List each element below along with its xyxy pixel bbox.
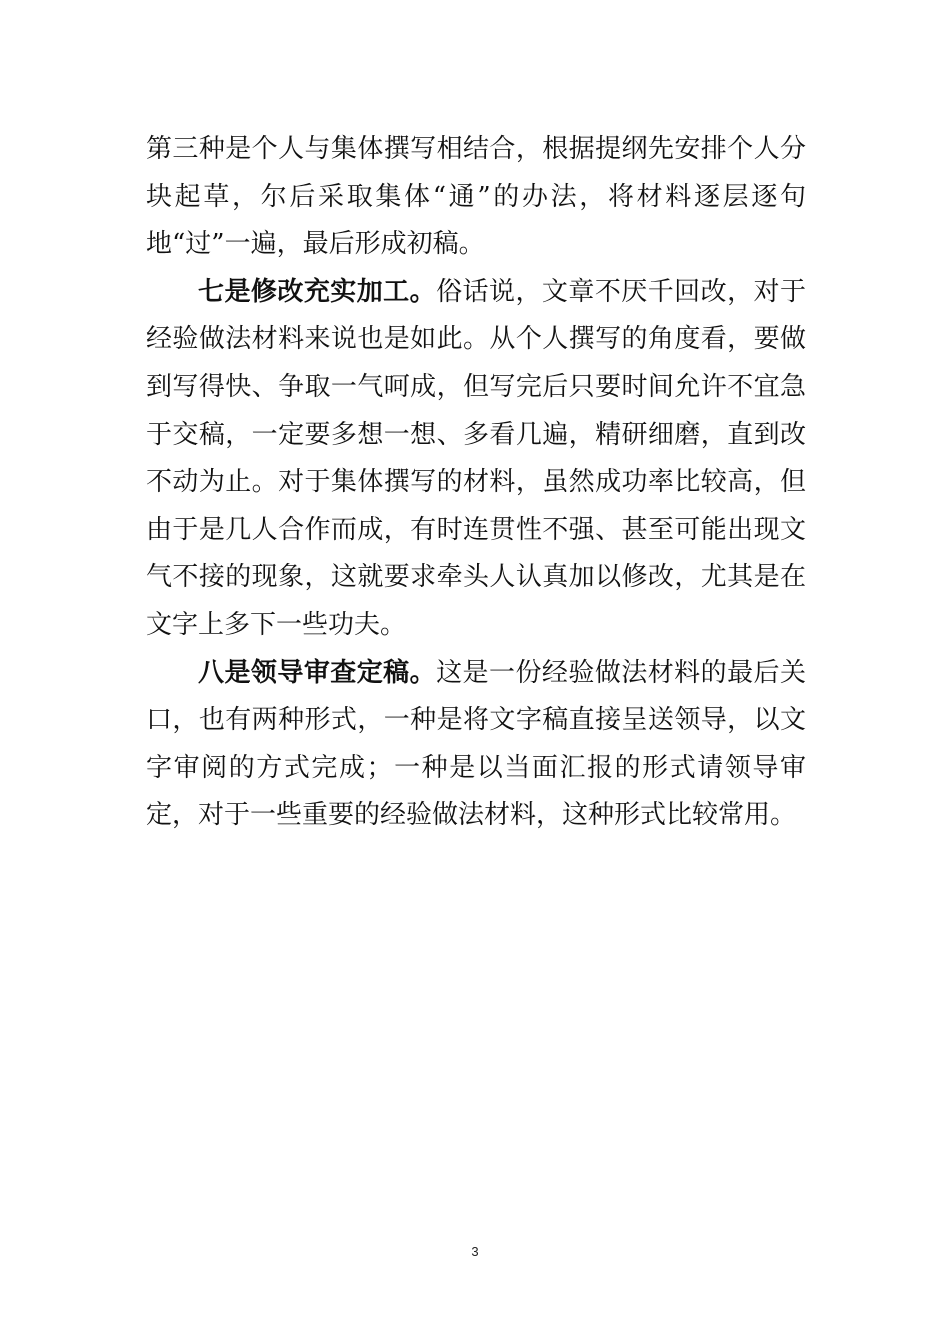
- paragraph-text: 俗话说，文章不厌千回改，对于经验做法材料来说也是如此。从个人撰写的角度看，要做到写得快、争取一气呵成，但写完后只要时间允许不宜急于交稿，一定要多想一想、多看几遍，精研细磨，直到改不动为止。对于集体撰写的材料，虽然成功率比较高，但由于是几人合作而成，有时连贯性不强、甚至可能出现文气不接的现象，这就要求牵头人认真加以修改，尤其是在文字上多下一些功夫。: [146, 276, 806, 640]
- paragraph-text: 这是一份经验做法材料的最后关口，也有两种形式，一种是将文字稿直接呈送领导，以文字审阅的方式完成；一种是以当面汇报的形式请领导审定，对于一些重要的经验做法材料，这种形式比较常用。: [146, 657, 806, 831]
- paragraph-continuation: [146, 126, 806, 269]
- paragraph-revision: [146, 269, 806, 650]
- paragraph-review: [146, 650, 806, 840]
- page-number: 3: [471, 1244, 479, 1259]
- document-body: [146, 126, 806, 840]
- paragraph-text: 第三种是个人与集体撰写相结合，根据提纲先安排个人分块起草，尔后采取集体“通”的办法，将材料逐层逐句地“过”一遍，最后形成初稿。: [146, 134, 806, 260]
- paragraph-heading: 八是领导审查定稿。: [198, 657, 437, 688]
- paragraph-heading: 七是修改充实加工。: [198, 276, 437, 307]
